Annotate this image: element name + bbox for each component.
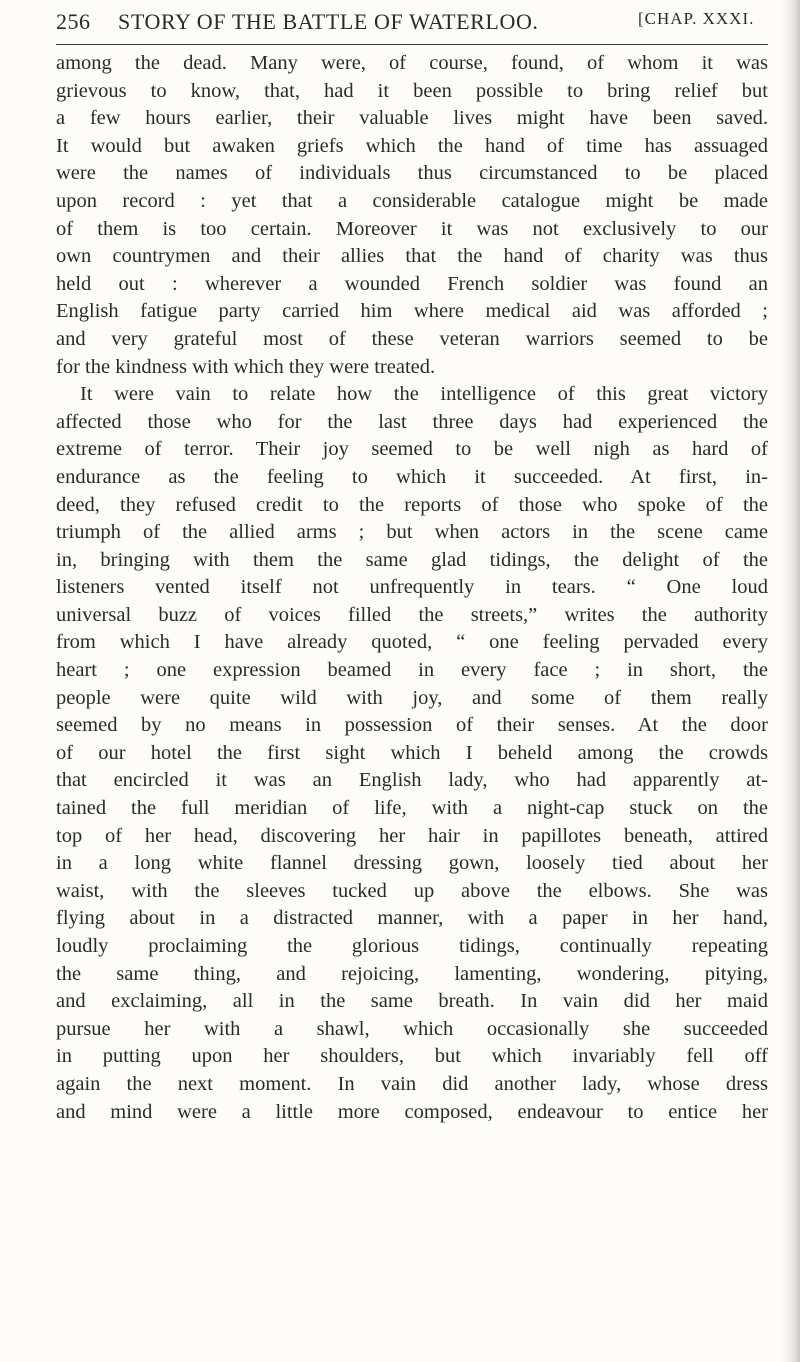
text-line: and exclaiming, all in the same breath. In vain did her maid (56, 990, 768, 1013)
text-line: English fatigue party carried him where medical aid was afforded ; (56, 300, 768, 323)
running-title: STORY OF THE BATTLE OF WATERLOO. (118, 9, 539, 34)
text-line: were the names of individuals thus circumstanced to be placed (56, 162, 768, 185)
text-line: grievous to know, that, had it been possible to bring relief but (56, 79, 768, 102)
text-line: from which I have already quoted, “ one feeling pervaded every (56, 631, 768, 654)
text-line: of our hotel the first sight which I beheld among the crowds (56, 741, 768, 764)
text-line: seemed by no means in possession of their senses. At the door (56, 714, 768, 737)
text-line: and very grateful most of these veteran warriors seemed to be (56, 327, 768, 350)
paragraph-end-line: for the kindness with which they were treated. (56, 355, 436, 378)
text-line: own countrymen and their allies that the hand of charity was thus (56, 245, 768, 268)
text-line: flying about in a distracted manner, with a paper in her hand, (56, 907, 768, 930)
text-line: among the dead. Many were, of course, found, of whom it was (56, 52, 768, 74)
text-line: of them is too certain. Moreover it was not exclusively to our (56, 217, 768, 240)
text-line: heart ; one expression beamed in every face ; in short, the (56, 659, 768, 682)
text-line: and mind were a little more composed, endeavour to entice her (56, 1100, 768, 1123)
header-rule (56, 44, 768, 45)
text-line: deed, they refused credit to the reports of those who spoke of the (56, 493, 768, 516)
text-line: listeners vented itself not unfrequently in tears. “ One loud (56, 576, 768, 599)
text-line: in putting upon her shoulders, but which invariably fell off (56, 1045, 768, 1068)
text-line: extreme of terror. Their joy seemed to be well nigh as hard of (56, 438, 768, 461)
text-line: It would but awaken griefs which the hand of time has assuaged (56, 134, 768, 157)
text-line: top of her head, discovering her hair in papillotes beneath, attired (56, 824, 768, 847)
text-line: tained the full meridian of life, with a night-cap stuck on the (56, 797, 768, 820)
text-line: waist, with the sleeves tucked up above the elbows. She was (56, 879, 768, 902)
text-line: again the next moment. In vain did another lady, whose dress (56, 1072, 768, 1095)
text-line: held out : wherever a wounded French soldier was found an (56, 272, 768, 295)
text-line: loudly proclaiming the glorious tidings, continually repeating (56, 935, 768, 957)
chapter-reference: [CHAP. XXXI. (638, 9, 755, 28)
text-line: affected those who for the last three days had experienced the (56, 410, 768, 433)
text-line: universal buzz of voices filled the streets,” writes the authority (56, 603, 768, 626)
text-line: in, bringing with them the same glad tidings, the delight of the (56, 548, 768, 571)
text-line: upon record : yet that a considerable catalogue might be made (56, 189, 768, 212)
page-number: 256 (56, 9, 91, 34)
text-line: people were quite wild with joy, and some of them really (56, 686, 768, 709)
text-line: in a long white flannel dressing gown, loosely tied about her (56, 852, 768, 875)
paragraph-start-line: It were vain to relate how the intelligence of this great victory (80, 383, 768, 406)
body-text (56, 50, 768, 1126)
text-line: a few hours earlier, their valuable lives might have been saved. (56, 107, 768, 130)
text-line: the same thing, and rejoicing, lamenting, wondering, pitying, (56, 962, 768, 985)
text-line: that encircled it was an English lady, who had apparently at- (56, 769, 768, 792)
text-line: endurance as the feeling to which it succeeded. At first, in- (56, 465, 768, 488)
text-line: pursue her with a shawl, which occasionally she succeeded (56, 1017, 768, 1040)
page-edge-shadow (782, 0, 800, 1362)
text-line: triumph of the allied arms ; but when actors in the scene came (56, 521, 768, 544)
running-head (56, 5, 776, 45)
